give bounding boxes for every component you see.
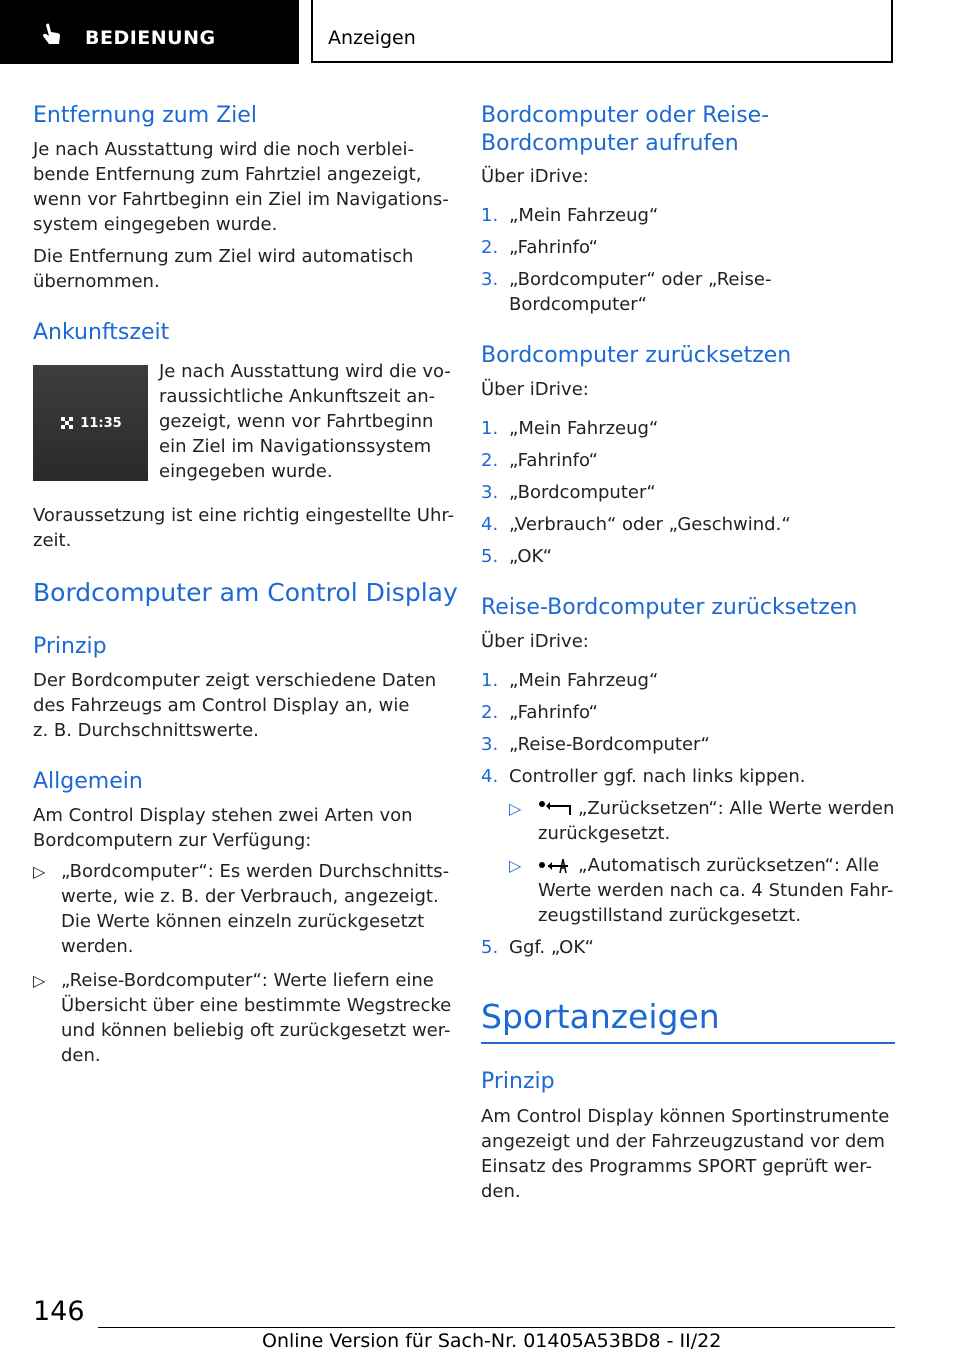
step-number: 3. bbox=[481, 482, 499, 503]
ueber-idrive-label: Über iDrive: bbox=[481, 166, 589, 187]
paragraph-ankunft: Je nach Ausstattung wird die vo- raussichtliche Ankunftszeit an- gezeigt, wenn vor Fahrtbeginn ein Ziel im Navigationssystem eingegeben wurde. bbox=[159, 361, 451, 482]
bullet-marker: ▷ bbox=[33, 971, 46, 990]
ueber-idrive-label: Über iDrive: bbox=[481, 631, 589, 652]
bullet-bordcomputer: „Bordcomputer“: Es werden Durchschnitts- werte, wie z. B. der Verbrauch, angezeigt. Die Werte können einzeln zurückgesetzt werden. bbox=[61, 861, 450, 957]
step-text: „OK“ bbox=[509, 546, 553, 567]
step-text: „Fahrinfo“ bbox=[509, 450, 598, 471]
step-text: Controller ggf. nach links kippen. bbox=[509, 766, 806, 787]
step-text: „Mein Fahrzeug“ bbox=[509, 670, 659, 691]
heading-entfernung: Entfernung zum Ziel bbox=[33, 103, 257, 128]
step-number: 3. bbox=[481, 269, 499, 290]
step-text: „Bordcomputer“ oder „Reise- Bordcomputer“ bbox=[509, 269, 772, 315]
paragraph-entfernung-2: Die Entfernung zum Ziel wird automatisch übernommen. bbox=[33, 246, 414, 292]
paragraph-voraussetzung: Voraussetzung ist eine richtig eingestellte Uhr- zeit. bbox=[33, 505, 455, 551]
step-number: 1. bbox=[481, 418, 499, 439]
page-number: 146 bbox=[33, 1296, 85, 1327]
step-number: 2. bbox=[481, 702, 499, 723]
sub-step-auto-reset: „Automatisch zurücksetzen“: Alle Werte werden nach ca. 4 Stunden Fahr- zeugstillstand zurückgesetzt. bbox=[538, 855, 894, 926]
heading-prinzip: Prinzip bbox=[33, 634, 107, 659]
step-number: 1. bbox=[481, 205, 499, 226]
step-text: „Mein Fahrzeug“ bbox=[509, 205, 659, 226]
step-number: 4. bbox=[481, 766, 499, 787]
heading-aufrufen: Bordcomputer oder Reise- Bordcomputer aufrufen bbox=[481, 103, 770, 156]
reset-arrow-icon bbox=[538, 800, 572, 818]
hand-pointer-icon bbox=[38, 22, 64, 48]
step-text: „Fahrinfo“ bbox=[509, 702, 598, 723]
step-text: „Verbrauch“ oder „Geschwind.“ bbox=[509, 514, 791, 535]
arrival-time-display-image bbox=[33, 365, 148, 481]
section-tab-label: BEDIENUNG bbox=[85, 27, 216, 49]
step-text: „Bordcomputer“ bbox=[509, 482, 656, 503]
step-number: 4. bbox=[481, 514, 499, 535]
footer-text: Online Version für Sach-Nr. 01405A53BD8 - II/22 bbox=[262, 1330, 722, 1352]
paragraph-entfernung-1: Je nach Ausstattung wird die noch verblei- bende Entfernung zum Fahrtziel angezeigt, wenn vor Fahrtbeginn ein Ziel im Navigations- system eingegeben wurde. bbox=[33, 139, 449, 235]
step-number: 5. bbox=[481, 937, 499, 958]
step-text: „Mein Fahrzeug“ bbox=[509, 418, 659, 439]
heading-reset-rbc: Reise-Bordcomputer zurücksetzen bbox=[481, 595, 858, 620]
heading-prinzip-sport: Prinzip bbox=[481, 1069, 555, 1094]
step-number: 1. bbox=[481, 670, 499, 691]
bullet-reise-bordcomputer: „Reise-Bordcomputer“: Werte liefern eine Übersicht über eine bestimmte Wegstrecke und können beliebig oft zurückgesetzt wer- den. bbox=[61, 970, 452, 1066]
sub-step-reset: „Zurücksetzen“: Alle Werte werden zurückgesetzt. bbox=[538, 798, 895, 844]
step-number: 5. bbox=[481, 546, 499, 567]
bullet-marker: ▷ bbox=[509, 799, 522, 818]
paragraph-sport: Am Control Display können Sportinstrumente angezeigt und der Fahrzeugzustand vor dem Einsatz des Programms SPORT geprüft wer- den. bbox=[481, 1106, 890, 1202]
heading-sportanzeigen: Sportanzeigen bbox=[481, 997, 720, 1036]
arrival-time-value: 11:35 bbox=[80, 415, 122, 431]
step-text: „Fahrinfo“ bbox=[509, 237, 598, 258]
paragraph-prinzip: Der Bordcomputer zeigt verschiedene Daten des Fahrzeugs am Control Display an, wie z. B. Durchschnittswerte. bbox=[33, 670, 437, 741]
chapter-header bbox=[311, 0, 893, 63]
chapter-title: Anzeigen bbox=[328, 27, 416, 49]
step-text: Ggf. „OK“ bbox=[509, 937, 594, 958]
bullet-marker: ▷ bbox=[33, 862, 46, 881]
step-number: 2. bbox=[481, 450, 499, 471]
step-number: 2. bbox=[481, 237, 499, 258]
auto-reset-arrow-icon bbox=[538, 857, 572, 875]
step-text: „Reise-Bordcomputer“ bbox=[509, 734, 710, 755]
bullet-marker: ▷ bbox=[509, 856, 522, 875]
paragraph-allgemein: Am Control Display stehen zwei Arten von Bordcomputern zur Verfügung: bbox=[33, 805, 413, 851]
heading-ankunft: Ankunftszeit bbox=[33, 320, 170, 345]
step-number: 3. bbox=[481, 734, 499, 755]
heading-reset-bc: Bordcomputer zurücksetzen bbox=[481, 343, 792, 368]
destination-flag-icon bbox=[59, 415, 75, 431]
ueber-idrive-label: Über iDrive: bbox=[481, 379, 589, 400]
footer-divider bbox=[98, 1327, 895, 1328]
heading-bordcomputer: Bordcomputer am Control Display bbox=[33, 578, 458, 607]
section-divider bbox=[481, 1042, 895, 1044]
heading-allgemein: Allgemein bbox=[33, 769, 143, 794]
section-tab bbox=[0, 0, 299, 64]
